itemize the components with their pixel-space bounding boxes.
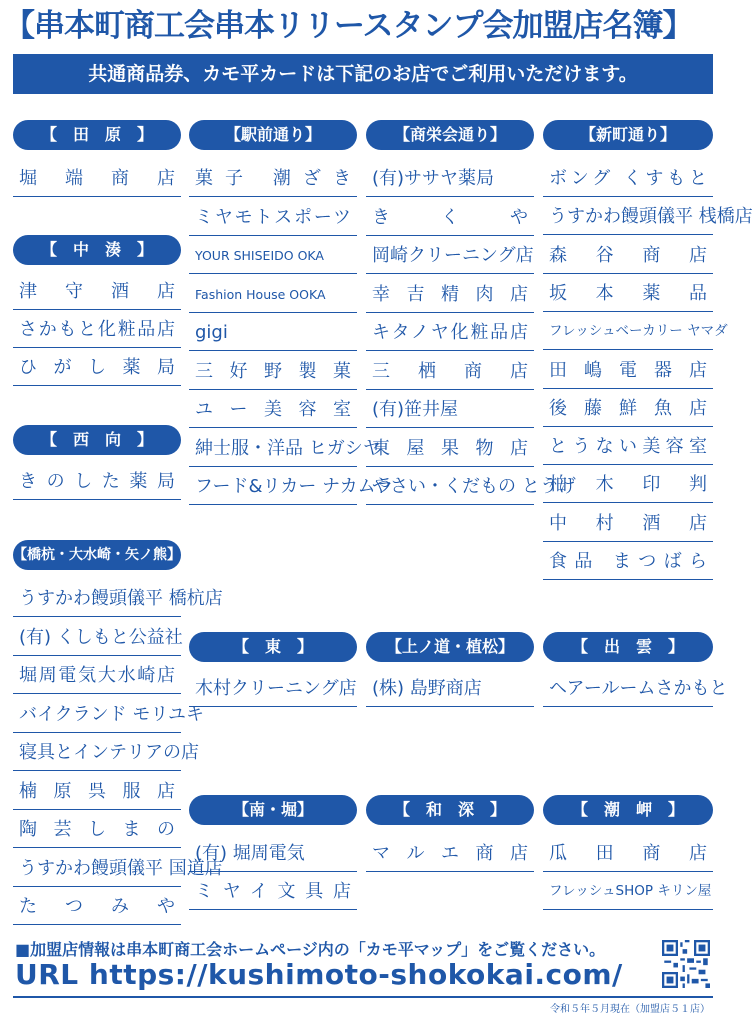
section-header-izumo: 【 出 雲 】 (543, 632, 713, 662)
store-listing: うすかわ饅頭儀平 橋杭店 (13, 580, 181, 617)
section-header-higashi: 【 東 】 (189, 632, 357, 662)
footer-note: ■加盟店情報は串本町商工会ホームページ内の「カモ平マップ」をご覧ください。 (15, 940, 606, 959)
store-listing: 木村クリーニング店 (189, 670, 357, 707)
store-listing: たつみや (13, 888, 181, 925)
store-listing: 三栖商店 (366, 353, 534, 390)
store-listing: やさい・くだもの とうげ (366, 468, 534, 505)
store-listing: (株) 島野商店 (366, 670, 534, 707)
store-listing: きのした薬局 (13, 463, 181, 500)
date-note: 令和５年５月現在（加盟店５１店） (550, 1004, 710, 1015)
section-header-taharu: 【 田 原 】 (13, 120, 181, 150)
store-listing: 東屋果物店 (366, 430, 534, 467)
store-listing: 菓子 潮ざき (189, 160, 357, 197)
section-header-minamihori: 【南・堀】 (189, 795, 357, 825)
store-listing: マルエ商店 (366, 835, 534, 872)
store-listing: 楠原呉服店 (13, 773, 181, 810)
qr-code-icon[interactable] (662, 940, 710, 988)
store-listing: ミヤイ文具店 (189, 873, 357, 910)
store-listing: 坂本薬品 (543, 275, 713, 312)
store-listing: フード&リカー ナカムラ (189, 468, 357, 505)
section-header-nakaminato: 【 中 湊 】 (13, 235, 181, 265)
store-listing: 津守酒店 (13, 273, 181, 310)
store-listing: (有)ササヤ薬局 (366, 160, 534, 197)
store-listing: 岡崎クリーニング店 (366, 237, 534, 274)
store-listing: フレッシュSHOP キリン屋 (543, 873, 713, 910)
store-listing: 幸吉精肉店 (366, 276, 534, 313)
store-listing: さかもと化粧品店 (13, 311, 181, 348)
store-listing: ボング くすもと (543, 160, 713, 197)
store-listing: (有)笹井屋 (366, 391, 534, 428)
section-header-ekimae: 【駅前通り】 (189, 120, 357, 150)
store-listing: 田嶋電器店 (543, 352, 713, 389)
store-listing: フレッシュベーカリー ヤマダ (543, 313, 713, 350)
store-listing: ユー美容室 (189, 391, 357, 428)
store-listing: 陶芸しまの (13, 811, 181, 848)
store-listing: キタノヤ化粧品店 (366, 314, 534, 351)
store-listing: ヘアールームさかもと (543, 670, 713, 707)
website-url[interactable]: URL https://kushimoto-shokokai.com/ (15, 958, 623, 991)
store-listing: 三好野製菓 (189, 353, 357, 390)
section-header-shionomisaki: 【 潮 岬 】 (543, 795, 713, 825)
store-listing: 寝具とインテリアの店 (13, 734, 181, 771)
store-listing: YOUR SHISEIDO OKA (189, 237, 357, 274)
store-listing: 食品 まつばら (543, 543, 713, 580)
section-header-shinmachi: 【新町通り】 (543, 120, 713, 150)
store-listing: うすかわ饅頭儀平 国道店 (13, 850, 181, 887)
store-listing: ミヤモトスポーツ (189, 199, 357, 236)
store-listing: (有) くしもと公益社 (13, 619, 181, 656)
store-listing: gigi (189, 314, 357, 351)
store-listing: 柏木印判 (543, 466, 713, 503)
section-header-hashigui: 【橋杭・大水崎・矢ノ熊】 (13, 540, 181, 570)
store-listing: 森谷商店 (543, 237, 713, 274)
store-listing: とうない美容室 (543, 428, 713, 465)
section-header-shoeikai: 【商栄会通り】 (366, 120, 534, 150)
subtitle-banner: 共通商品券、カモ平カードは下記のお店でご利用いただけます。 (13, 54, 713, 94)
store-listing: 瓜田商店 (543, 835, 713, 872)
store-listing: きくや (366, 199, 534, 236)
store-listing: Fashion House OOKA (189, 276, 357, 313)
store-listing: (有) 堀周電気 (189, 835, 357, 872)
store-listing: バイクランド モリユキ (13, 696, 181, 733)
section-header-nishimukai: 【 西 向 】 (13, 425, 181, 455)
store-listing: うすかわ饅頭儀平 桟橋店 (543, 198, 713, 235)
section-header-wabuka: 【 和 深 】 (366, 795, 534, 825)
section-header-uenomichi: 【上ノ道・植松】 (366, 632, 534, 662)
page-title: 【串本町商工会串本リリースタンプ会加盟店名簿】 (4, 8, 693, 44)
store-listing: 堀周電気大水崎店 (13, 657, 181, 694)
store-listing: 中村酒店 (543, 505, 713, 542)
store-listing: ひがし薬局 (13, 349, 181, 386)
store-listing: 紳士服・洋品 ヒガシヤ (189, 430, 357, 467)
store-listing: 堀端商店 (13, 160, 181, 197)
store-listing: 後藤鮮魚店 (543, 390, 713, 427)
